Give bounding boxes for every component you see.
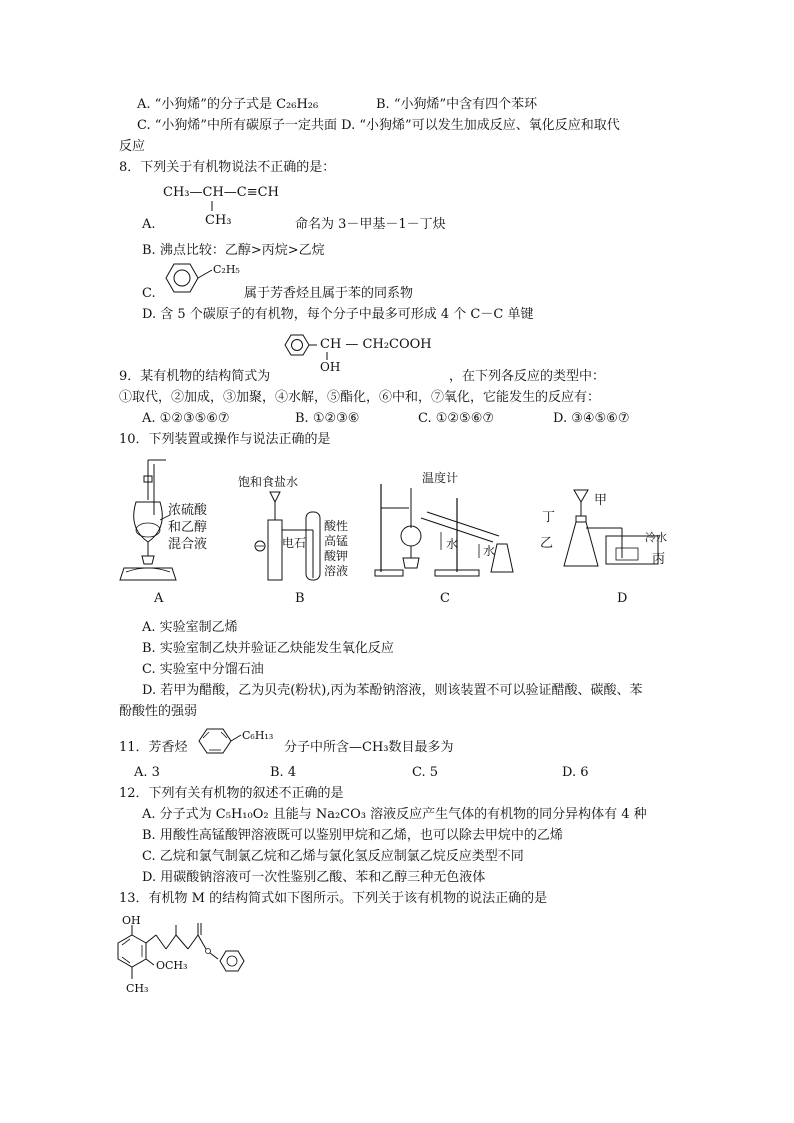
q10-fig-c-water-label-2: 水 bbox=[483, 544, 496, 558]
q8-stem: 8．下列关于有机物说法不正确的是： bbox=[119, 160, 336, 175]
q13-stem: 13．有机物 M 的结构简式如下图所示。下列关于该有机物的说法正确的是 bbox=[119, 891, 548, 906]
q10-option-d: D. 若甲为醋酸，乙为贝壳(粉状),丙为苯酚钠溶液，则该装置不可以验证醋酸、碳酸、苯 bbox=[142, 683, 643, 698]
q9-option-a: A. ①②③⑤⑥⑦ bbox=[142, 411, 230, 426]
q10-fig-c-thermometer-label: 温度计 bbox=[422, 471, 459, 485]
q10-fig-d-bing: 丙 bbox=[652, 552, 666, 567]
q8-option-a-label: A. bbox=[142, 217, 156, 232]
q13-och3-label: OCH₃ bbox=[156, 959, 188, 972]
q10-figure-label-d: D bbox=[617, 591, 628, 606]
q9-stem-left: 9．某有机物的结构简式为 bbox=[119, 369, 271, 384]
q10-fig-b-text-2: 高锰 bbox=[324, 534, 349, 548]
q9-reaction-types: ①取代，②加成，③加聚，④水解，⑤酯化，⑥中和，⑦氧化，它能发生的反应有： bbox=[119, 390, 601, 405]
q11-option-a: A. 3 bbox=[134, 765, 160, 780]
q9-stem-right: ，在下列各反应的类型中： bbox=[449, 369, 606, 384]
q11-option-b: B. 4 bbox=[270, 765, 297, 780]
q10-fig-b-text-4: 溶液 bbox=[324, 564, 349, 578]
q8-option-c-label: C. bbox=[142, 286, 156, 301]
q10-fig-b-text-1: 酸性 bbox=[324, 519, 349, 533]
q8-formula-branch: CH₃ bbox=[205, 213, 232, 228]
q13-oh-label: OH bbox=[122, 914, 141, 927]
q10-fig-b-side-label: 电石 bbox=[282, 536, 307, 550]
q10-option-d-continued: 酚酸性的强弱 bbox=[119, 704, 198, 719]
q10-fig-c-water-label-1: 水 bbox=[446, 537, 459, 551]
q7-option-b: B. “小狗烯”中含有四个苯环 bbox=[376, 97, 538, 112]
q10-fig-a-text-3: 混合液 bbox=[168, 537, 208, 552]
q9-option-d: D. ③④⑤⑥⑦ bbox=[553, 411, 630, 426]
q10-figure-label-a: A bbox=[154, 591, 164, 606]
q10-fig-b-text-3: 酸钾 bbox=[324, 549, 349, 563]
q10-fig-b-top-label: 饱和食盐水 bbox=[238, 475, 299, 489]
q8-option-d: D. 含 5 个碳原子的有机物，每个分子中最多可形成 4 个 C－C 单键 bbox=[142, 307, 534, 322]
q10-figure-label-c: C bbox=[440, 591, 450, 606]
q7-option-a: A. “小狗烯”的分子式是 C₂₆H₂₆ bbox=[137, 97, 319, 112]
q10-option-b: B. 实验室制乙炔并验证乙炔能发生氧化反应 bbox=[142, 641, 394, 656]
q10-option-a: A. 实验室制乙烯 bbox=[142, 620, 238, 635]
q8-formula-main: CH₃—CH—C≡CH bbox=[163, 185, 279, 200]
q10-fig-a-text-2: 和乙醇 bbox=[168, 520, 208, 535]
q11-stem-left: 11．芳香烃 bbox=[119, 740, 188, 755]
q10-figure-c bbox=[375, 478, 525, 578]
q12-option-d: D. 用碳酸钠溶液可一次性鉴别乙酸、苯和乙醇三种无色液体 bbox=[142, 870, 486, 885]
q12-option-c: C. 乙烷和氯气制氯乙烷和乙烯与氯化氢反应制氯乙烷反应类型不同 bbox=[142, 849, 524, 864]
q13-ch3-label: CH₃ bbox=[126, 982, 149, 995]
q10-stem: 10．下列装置或操作与说法正确的是 bbox=[119, 432, 331, 447]
q7-option-d-continued: 反应 bbox=[119, 139, 146, 154]
q10-figure-label-b: B bbox=[295, 591, 305, 606]
q7-option-c-d: C. “小狗烯”中所有碳原子一定共面 D. “小狗烯”可以发生加成反应、氧化反应和取代 bbox=[137, 118, 620, 133]
q10-option-c: C. 实验室中分馏石油 bbox=[142, 662, 264, 677]
q9-struct-oh: OH bbox=[320, 360, 341, 374]
q10-fig-d-ding: 丁 bbox=[542, 510, 556, 525]
q9-benzene-structure bbox=[283, 333, 323, 363]
q11-option-c: C. 5 bbox=[412, 765, 439, 780]
q11-option-d: D. 6 bbox=[562, 765, 589, 780]
q10-fig-d-yi: 乙 bbox=[540, 536, 554, 551]
q11-substituent: C₆H₁₃ bbox=[242, 729, 274, 742]
q12-stem: 12．下列有关有机物的叙述不正确的是 bbox=[119, 786, 344, 801]
q10-fig-a-text-1: 浓硫酸 bbox=[168, 503, 208, 518]
q8-option-c-text: 属于芳香烃且属于苯的同系物 bbox=[244, 286, 414, 301]
q11-stem-right: 分子中所含—CH₃数目最多为 bbox=[284, 740, 454, 755]
q11-benzene-structure bbox=[197, 726, 247, 756]
q12-option-b: B. 用酸性高锰酸钾溶液既可以鉴别甲烷和乙烯，也可以除去甲烷中的乙烯 bbox=[142, 828, 563, 843]
q9-option-b: B. ①②③⑥ bbox=[295, 411, 360, 426]
q9-option-c: C. ①②⑤⑥⑦ bbox=[418, 411, 495, 426]
q8-option-c-substituent: C₂H₅ bbox=[213, 263, 240, 276]
q10-fig-d-jia: 甲 bbox=[594, 493, 608, 508]
q8-option-b: B. 沸点比较：乙醇>丙烷>乙烷 bbox=[142, 243, 325, 258]
q8-formula-branch-bond bbox=[210, 201, 220, 213]
q9-struct-main: CH — CH₂COOH bbox=[320, 337, 432, 352]
q10-fig-d-cold-water: 冷水 bbox=[645, 531, 667, 544]
q8-option-a-text: 命名为 3－甲基－1－丁炔 bbox=[295, 217, 446, 232]
q12-option-a: A. 分子式为 C₅H₁₀O₂ 且能与 Na₂CO₃ 溶液反应产生气体的有机物的同分异构体有 4 种 bbox=[142, 807, 647, 822]
